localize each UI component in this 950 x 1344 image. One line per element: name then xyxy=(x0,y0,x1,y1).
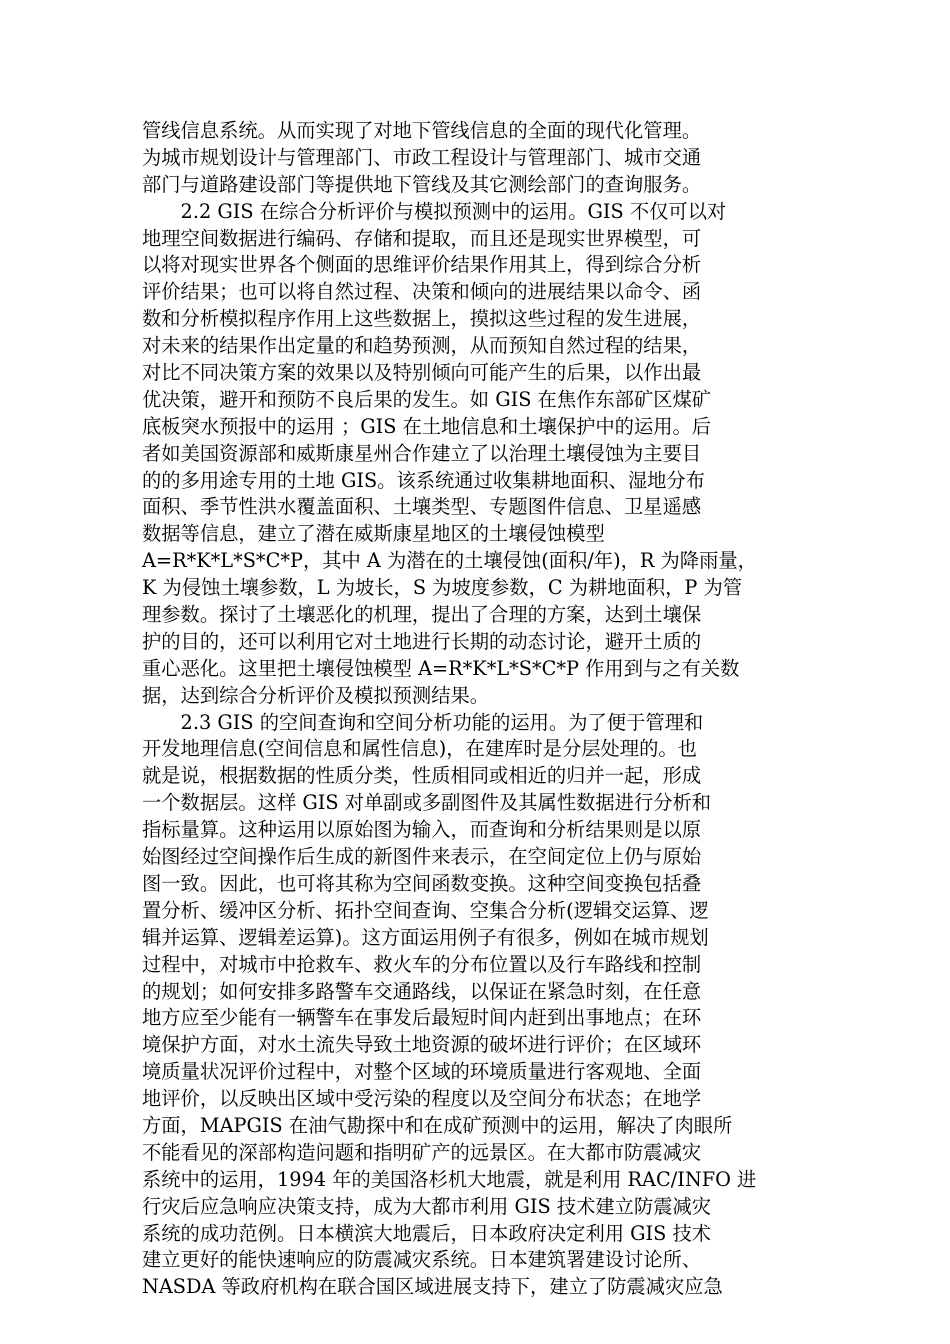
text-line: 不能看见的深部构造问题和指明矿产的远景区。在大都市防震减灾 xyxy=(142,1140,702,1164)
text-line: K 为侵蚀土壤参数，L 为坡长，S 为坡度参数，C 为耕地面积，P 为管 xyxy=(142,576,743,600)
text-line: 数和分析模拟程序作用上这些数据上，摸拟这些过程的发生进展， xyxy=(142,307,702,331)
text-line: 行灾后应急响应决策支持，成为大都市利用 GIS 技术建立防震减灾 xyxy=(142,1194,712,1218)
text-line: 辑并运算、逻辑差运算)。这方面运用例子有很多，例如在城市规划 xyxy=(142,925,709,949)
text-line: 境质量状况评价过程中，对整个区域的环境质量进行客观地、全面 xyxy=(142,1060,702,1084)
text-line: 地方应至少能有一辆警车在事发后最短时间内赶到出事地点；在环 xyxy=(142,1006,702,1030)
text-line: 据，达到综合分析评价及模拟预测结果。 xyxy=(142,683,490,707)
text-line: 为城市规划设计与管理部门、市政工程设计与管理部门、城市交通 xyxy=(142,145,702,169)
text-line: 对比不同决策方案的效果以及特别倾向可能产生的后果，以作出最 xyxy=(142,361,702,385)
text-line: 者如美国资源部和威斯康星州合作建立了以治理土壤侵蚀为主要目 xyxy=(142,441,702,465)
text-line: 系统的成功范例。日本横滨大地震后，日本政府决定利用 GIS 技术 xyxy=(142,1221,712,1245)
text-line: 数据等信息，建立了潜在威斯康星地区的土壤侵蚀模型 xyxy=(142,522,605,546)
text-line: 置分析、缓冲区分析、拓扑空间查询、空集合分析(逻辑交运算、逻 xyxy=(142,898,709,922)
text-line: 的规划；如何安排多路警车交通路线，以保证在紧急时刻，在任意 xyxy=(142,979,702,1003)
section-heading-line: 2.2 GIS 在综合分析评价与模拟预测中的运用。GIS 不仅可以对 xyxy=(142,199,727,223)
text-line: 的的多用途专用的土地 GIS。该系统通过收集耕地面积、湿地分布 xyxy=(142,468,705,492)
text-line: 地评价，以反映出区域中受污染的程度以及空间分布状态；在地学 xyxy=(142,1087,702,1111)
text-line: 过程中，对城市中抢救车、救火车的分布位置以及行车路线和控制 xyxy=(142,952,702,976)
text-line: 评价结果；也可以将自然过程、决策和倾向的进展结果以命令、函 xyxy=(142,280,702,304)
formula-line: A=R*K*L*S*C*P，其中 A 为潜在的土壤侵蚀(面积/年)，R 为降雨量， xyxy=(142,549,757,573)
text-line: 管线信息系统。从而实现了对地下管线信息的全面的现代化管理。 xyxy=(142,119,702,142)
text-line: 方面，MAPGIS 在油气勘探中和在成矿预测中的运用，解决了肉眼所 xyxy=(142,1113,733,1137)
text-line: 图一致。因此，也可将其称为空间函数变换。这种空间变换包括叠 xyxy=(142,871,702,895)
text-line: 境保护方面，对水土流失导致土地资源的破坏进行评价；在区域环 xyxy=(142,1033,702,1057)
text-line: 优决策，避开和预防不良后果的发生。如 GIS 在焦作东部矿区煤矿 xyxy=(142,387,712,411)
text-line: 地理空间数据进行编码、存储和提取，而且还是现实世界模型，可 xyxy=(142,226,702,250)
text-line: NASDA 等政府机构在联合国区域进展支持下，建立了防震减灾应急 xyxy=(142,1275,723,1299)
text-line: 理参数。探讨了土壤恶化的机理，提出了合理的方案，达到土壤保 xyxy=(142,603,702,627)
text-line: 面积、季节性洪水覆盖面积、土壤类型、专题图件信息、卫星遥感 xyxy=(142,495,702,519)
text-line: 一个数据层。这样 GIS 对单副或多副图件及其属性数据进行分析和 xyxy=(142,791,712,815)
text-line: 底板突水预报中的运用 ；GIS 在土地信息和土壤保护中的运用。后 xyxy=(142,414,712,438)
text-line: 部门与道路建设部门等提供地下管线及其它测绘部门的查询服务。 xyxy=(142,172,702,196)
text-line: 重心恶化。这里把土壤侵蚀模型 A=R*K*L*S*C*P 作用到与之有关数 xyxy=(142,656,740,680)
text-line: 护的目的，还可以利用它对土地进行长期的动态讨论，避开土质的 xyxy=(142,629,702,653)
text-line: 对未来的结果作出定量的和趋势预测，从而预知自然过程的结果， xyxy=(142,334,702,358)
text-line: 以将对现实世界各个侧面的思维评价结果作用其上，得到综合分析 xyxy=(142,253,702,277)
text-line: 开发地理信息(空间信息和属性信息)，在建库时是分层处理的。也 xyxy=(142,737,697,761)
text-line: 建立更好的能快速响应的防震减灾系统。日本建筑署建设讨论所、 xyxy=(142,1248,702,1272)
document-page xyxy=(142,118,810,1301)
section-heading-line: 2.3 GIS 的空间查询和空间分析功能的运用。为了便于管理和 xyxy=(142,710,704,734)
text-line: 指标量算。这种运用以原始图为输入，而查询和分析结果则是以原 xyxy=(142,818,702,842)
text-line: 就是说，根据数据的性质分类，性质相同或相近的归并一起，形成 xyxy=(142,764,702,788)
text-line: 始图经过空间操作后生成的新图件来表示，在空间定位上仍与原始 xyxy=(142,845,702,869)
text-line: 系统中的运用，1994 年的美国洛杉机大地震，就是利用 RAC/INFO 进 xyxy=(142,1167,757,1191)
